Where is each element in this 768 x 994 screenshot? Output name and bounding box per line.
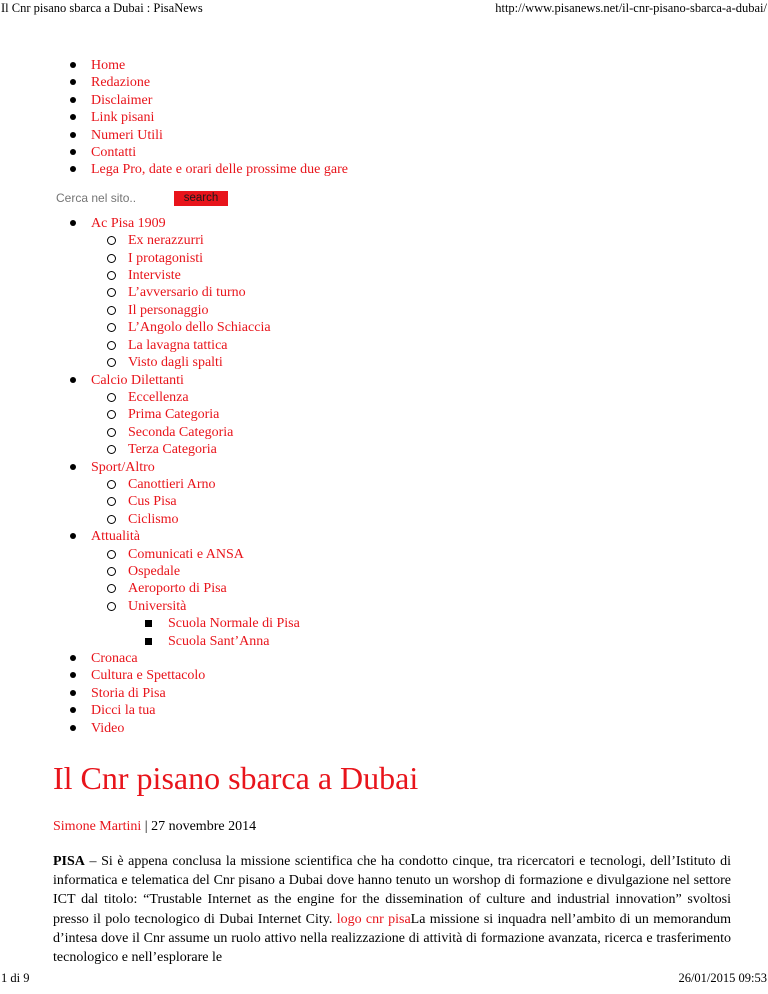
third-level-link[interactable]: Scuola Sant’Anna <box>168 633 270 649</box>
third-level-item[interactable] <box>168 615 731 632</box>
category-link[interactable]: Dicci la tua <box>91 703 156 719</box>
category-dicci-la-tua[interactable] <box>91 702 731 719</box>
category-sport-altro[interactable] <box>91 459 731 529</box>
subcategory-item[interactable] <box>128 319 731 336</box>
subcategory-link[interactable]: Ospedale <box>128 563 181 579</box>
category-menu <box>53 215 731 737</box>
category-link[interactable]: Storia di Pisa <box>91 685 166 701</box>
subcategory-link[interactable]: Prima Categoria <box>128 407 220 423</box>
category-calcio-dilettanti[interactable] <box>91 372 731 459</box>
subcategory-link[interactable]: Università <box>128 598 187 614</box>
third-level-link[interactable]: Scuola Normale di Pisa <box>168 616 300 632</box>
subcategory-link[interactable]: Visto dagli spalti <box>128 355 223 371</box>
top-menu <box>53 57 731 179</box>
category-cronaca[interactable] <box>91 650 731 667</box>
subcategory-item[interactable] <box>128 389 731 406</box>
menu-item-redazione[interactable] <box>91 74 731 91</box>
subcategory-item[interactable] <box>128 546 731 563</box>
article-meta <box>53 818 731 836</box>
subcategory-link[interactable]: Terza Categoria <box>128 442 217 458</box>
subcategory-link[interactable]: L’avversario di turno <box>128 285 246 301</box>
subcategory-link[interactable]: Aeroporto di Pisa <box>128 581 227 597</box>
search-button[interactable]: search <box>174 191 228 206</box>
page-content <box>53 57 731 967</box>
article-dateline: PISA <box>53 854 85 870</box>
subcategory-item[interactable] <box>128 250 731 267</box>
article-text: La missione si inquadra nell’ambito di un memorandum d’intesa dove il Cnr assume un ruolo attivo nella realizzazione di attività di formazione avanzata, ricerca e trasferimento tecnologico e nell’esplorare le <box>53 911 731 966</box>
subcategory-item[interactable] <box>128 441 731 458</box>
subcategory-link[interactable]: Seconda Categoria <box>128 424 234 440</box>
subcategory-link[interactable]: L’Angolo dello Schiaccia <box>128 320 271 336</box>
subcategory-list <box>91 232 731 371</box>
category-link[interactable]: Calcio Dilettanti <box>91 372 184 388</box>
search-form <box>53 189 731 209</box>
third-level-item[interactable] <box>168 633 731 650</box>
print-page-number: 1 di 9 <box>1 971 30 985</box>
menu-item-home[interactable] <box>91 57 731 74</box>
subcategory-item[interactable] <box>128 267 731 284</box>
print-header <box>0 0 768 18</box>
subcategory-link[interactable]: Eccellenza <box>128 389 189 405</box>
article-date: 27 novembre 2014 <box>151 819 257 835</box>
subcategory-item[interactable] <box>128 493 731 510</box>
subcategory-link[interactable]: I protagonisti <box>128 250 204 266</box>
subcategory-item[interactable] <box>128 354 731 371</box>
print-url: http://www.pisanews.net/il-cnr-pisano-sbarca-a-dubai/ <box>495 1 767 15</box>
subcategory-item[interactable] <box>128 406 731 423</box>
subcategory-item[interactable] <box>128 580 731 597</box>
third-level-list <box>128 615 731 650</box>
category-link[interactable]: Ac Pisa 1909 <box>91 215 166 231</box>
menu-link[interactable]: Lega Pro, date e orari delle prossime due gare <box>91 162 348 178</box>
menu-link[interactable]: Numeri Utili <box>91 127 163 143</box>
category-link[interactable]: Cultura e Spettacolo <box>91 668 206 684</box>
menu-item-numeri-utili[interactable] <box>91 127 731 144</box>
menu-link[interactable]: Home <box>91 58 126 73</box>
subcategory-item[interactable] <box>128 232 731 249</box>
subcategory-link[interactable]: Canottieri Arno <box>128 476 216 492</box>
image-alt-link[interactable]: logo cnr pisa <box>336 911 411 927</box>
subcategory-item[interactable] <box>128 424 731 441</box>
subcategory-list <box>91 389 731 459</box>
category-attualita[interactable] <box>91 528 731 650</box>
meta-separator: | <box>141 819 152 835</box>
article-body <box>53 852 731 967</box>
subcategory-link[interactable]: Comunicati e ANSA <box>128 546 244 562</box>
subcategory-item[interactable] <box>128 476 731 493</box>
menu-link[interactable]: Link pisani <box>91 110 155 126</box>
menu-item-disclaimer[interactable] <box>91 92 731 109</box>
print-datetime: 26/01/2015 09:53 <box>678 971 767 985</box>
subcategory-item[interactable] <box>128 511 731 528</box>
menu-item-lega-pro[interactable] <box>91 161 731 178</box>
category-link[interactable]: Attualità <box>91 529 140 545</box>
subcategory-link[interactable]: La lavagna tattica <box>128 337 228 353</box>
author-link[interactable]: Simone Martini <box>53 819 142 835</box>
category-link[interactable]: Video <box>91 720 125 736</box>
subcategory-item[interactable] <box>128 284 731 301</box>
search-input[interactable] <box>53 190 171 206</box>
print-footer <box>0 971 768 989</box>
article-text: – Si è appena conclusa la missione scientifica che ha condotto cinque, tra ricercatori e tecnologi, dell’Istituto di informatica e telematica del Cnr pisano a Dubai dove hanno tenuto un worshop di formazione e divulgazione nel settore ICT dal titolo: “Trustable Internet as the engine for the dissemination of culture and industrial innovation” svoltosi presso il polo tecnologico di Dubai Internet City. <box>53 854 731 927</box>
subcategory-item[interactable] <box>128 598 731 650</box>
menu-item-contatti[interactable] <box>91 144 731 161</box>
menu-link[interactable]: Redazione <box>91 75 151 91</box>
category-video[interactable] <box>91 720 731 737</box>
subcategory-item[interactable] <box>128 337 731 354</box>
subcategory-item[interactable] <box>128 302 731 319</box>
category-link[interactable]: Cronaca <box>91 651 138 666</box>
category-cultura[interactable] <box>91 667 731 684</box>
category-ac-pisa[interactable] <box>91 215 731 372</box>
subcategory-link[interactable]: Ciclismo <box>128 511 179 527</box>
article-title: Il Cnr pisano sbarca a Dubai <box>53 760 419 797</box>
subcategory-link[interactable]: Ex nerazzurri <box>128 233 204 249</box>
subcategory-link[interactable]: Interviste <box>128 268 181 284</box>
category-link[interactable]: Sport/Altro <box>91 459 155 475</box>
subcategory-list <box>91 546 731 650</box>
menu-link[interactable]: Contatti <box>91 145 137 161</box>
subcategory-link[interactable]: Il personaggio <box>128 302 209 318</box>
subcategory-link[interactable]: Cus Pisa <box>128 494 177 510</box>
menu-link[interactable]: Disclaimer <box>91 92 153 108</box>
subcategory-item[interactable] <box>128 563 731 580</box>
print-page-title: Il Cnr pisano sbarca a Dubai : PisaNews <box>1 1 203 15</box>
category-storia[interactable] <box>91 685 731 702</box>
subcategory-list <box>91 476 731 528</box>
menu-item-link-pisani[interactable] <box>91 109 731 126</box>
